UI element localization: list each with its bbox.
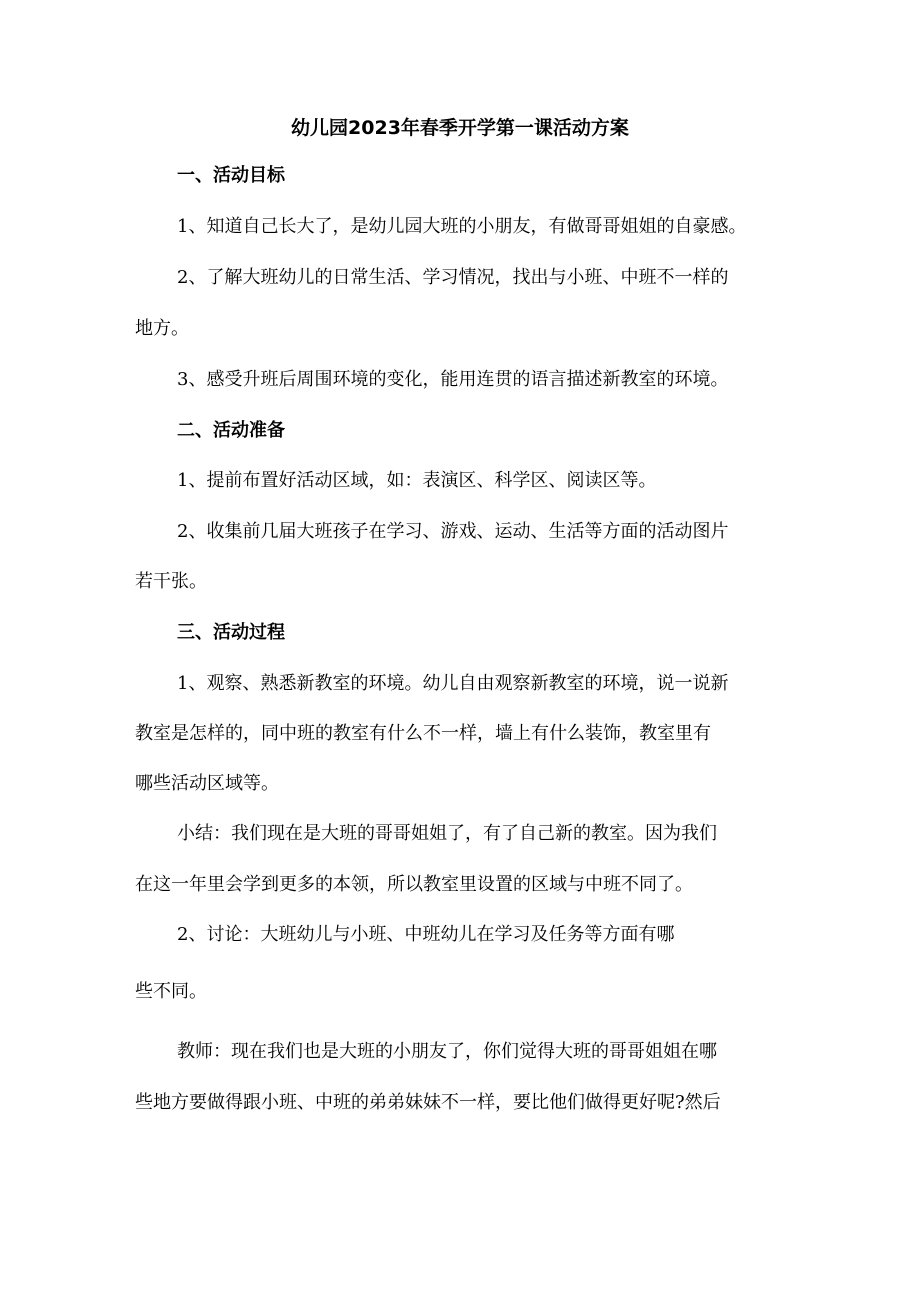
paragraph-line: 2、了解大班幼儿的日常生活、学习情况，找出与小班、中班不一样的 (177, 267, 729, 288)
paragraph-line: 教室是怎样的，同中班的教室有什么不一样，墙上有什么装饰，教室里有 (135, 723, 711, 744)
paragraph-line: 哪些活动区域等。 (135, 773, 279, 794)
paragraph-line: 2、收集前几届大班孩子在学习、游戏、运动、生活等方面的活动图片 (177, 521, 729, 542)
section-heading: 二、活动准备 (177, 420, 285, 441)
paragraph-line: 些地方要做得跟小班、中班的弟弟妹妹不一样，要比他们做得更好呢?然后 (135, 1092, 721, 1113)
paragraph-line: 教师：现在我们也是大班的小朋友了，你们觉得大班的哥哥姐姐在哪 (177, 1041, 717, 1062)
paragraph-line: 地方。 (135, 318, 189, 339)
section-heading: 三、活动过程 (177, 622, 285, 643)
paragraph-line: 1、知道自己长大了，是幼儿园大班的小朋友，有做哥哥姐姐的自豪感。 (177, 216, 747, 237)
paragraph-line: 1、观察、熟悉新教室的环境。幼儿自由观察新教室的环境，说一说新 (177, 673, 729, 694)
paragraph-line: 2、讨论：大班幼儿与小班、中班幼儿在学习及任务等方面有哪 (177, 924, 675, 945)
paragraph-line: 3、感受升班后周围环境的变化，能用连贯的语言描述新教室的环境。 (177, 369, 729, 390)
section-heading: 一、活动目标 (177, 165, 285, 186)
paragraph-line: 若干张。 (135, 571, 207, 592)
paragraph-line: 小结：我们现在是大班的哥哥姐姐了，有了自己新的教室。因为我们 (177, 823, 717, 844)
document-title: 幼儿园2023年春季开学第一课活动方案 (291, 117, 629, 139)
paragraph-line: 些不同。 (135, 981, 207, 1002)
paragraph-line: 在这一年里会学到更多的本领，所以教室里设置的区域与中班不同了。 (135, 874, 693, 895)
paragraph-line: 1、提前布置好活动区域，如：表演区、科学区、阅读区等。 (177, 470, 657, 491)
